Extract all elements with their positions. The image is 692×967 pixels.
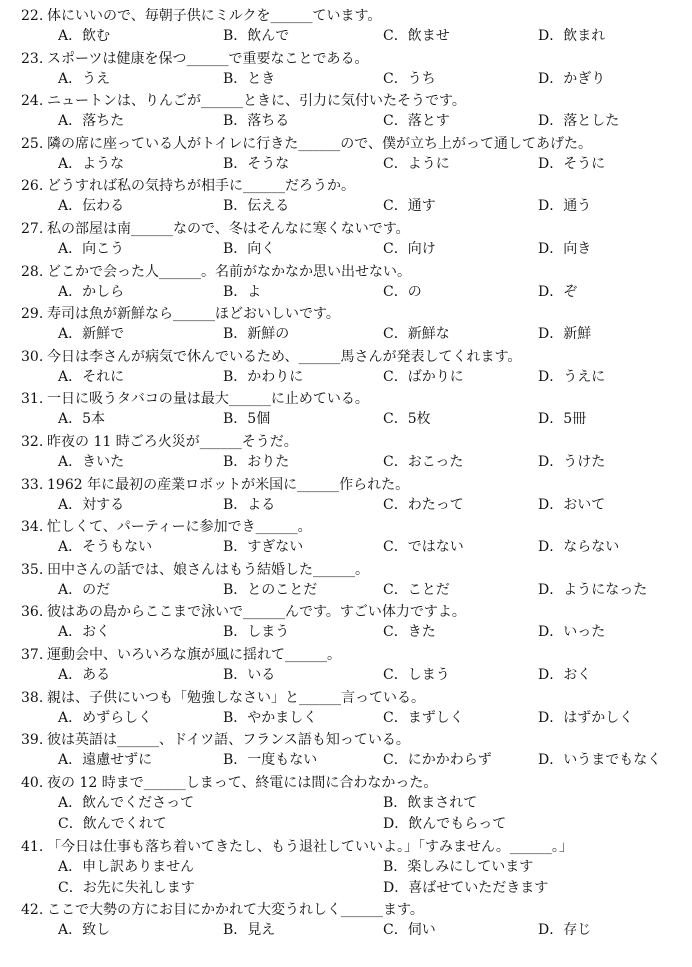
- question-stem: [21, 433, 298, 451]
- option-a: A．申し訳ありません: [58, 858, 195, 875]
- option-c: C．わたって: [383, 496, 464, 513]
- option-d: D．ぞ: [538, 283, 578, 300]
- option-a: A．ような: [58, 155, 125, 172]
- option-b: B．見え: [223, 922, 276, 939]
- option-d: D．喜ばせていただきます: [383, 879, 549, 896]
- question-stem: [21, 92, 466, 110]
- question-number: 29.: [21, 306, 44, 323]
- question-text: 彼はあの島からここまで泳いで______んです。すごい体力ですよ。: [47, 604, 466, 621]
- option-d: D．ようになった: [538, 581, 648, 598]
- question-text: 彼は英語は______、ドイツ語、フランス語も知っている。: [47, 732, 410, 749]
- question-number: 34.: [21, 519, 44, 536]
- option-c: C．ことだ: [383, 581, 450, 598]
- option-c: C．しまう: [383, 666, 450, 683]
- option-a: A．落ちた: [58, 113, 125, 130]
- question-number: 39.: [21, 732, 44, 749]
- option-a: A．そうもない: [58, 539, 153, 556]
- option-d: D．いうまでもなく: [538, 752, 662, 769]
- option-b: B．新鮮の: [223, 326, 290, 343]
- question-stem: [21, 901, 424, 919]
- question-stem: [21, 518, 312, 536]
- question-22: [0, 3, 692, 46]
- question-number: 37.: [21, 646, 44, 663]
- option-a: A．伝わる: [58, 198, 125, 215]
- option-d: D．5冊: [538, 411, 587, 428]
- question-text: 田中さんの話では、娘さんはもう結婚した______。: [47, 561, 369, 578]
- option-c: C．5枚: [383, 411, 431, 428]
- question-stem: [21, 220, 410, 238]
- option-d: D．ならない: [538, 539, 620, 556]
- question-text: 体にいいので、毎朝子供にミルクを______ています。: [47, 8, 382, 24]
- option-b: B．一度もない: [223, 752, 318, 769]
- option-c: C．通す: [383, 198, 436, 215]
- option-d: D．おいて: [538, 496, 606, 513]
- option-a: A．向こう: [58, 240, 125, 257]
- option-c: C．向け: [383, 240, 436, 257]
- question-32: [0, 429, 692, 472]
- option-a: A．のだ: [58, 581, 111, 598]
- question-number: 26.: [21, 178, 44, 195]
- question-28: [0, 259, 692, 302]
- option-b: B．いる: [223, 666, 276, 683]
- option-d: D．おく: [538, 666, 592, 683]
- question-29: [0, 301, 692, 344]
- question-number: 23.: [21, 50, 44, 67]
- question-34: [0, 514, 692, 557]
- option-c: C．落とす: [383, 113, 450, 130]
- question-text: 運動会中、いろいろな旗が風に揺れて______。: [47, 646, 341, 663]
- question-number: 31.: [21, 391, 44, 408]
- question-37: [0, 642, 692, 685]
- question-stem: [21, 838, 573, 856]
- question-stem: [21, 305, 340, 323]
- option-d: D．飲んでもらって: [383, 815, 507, 832]
- option-c: C．の: [383, 283, 422, 300]
- question-number: 22.: [21, 8, 44, 24]
- question-number: 36.: [21, 604, 44, 621]
- question-38: [0, 685, 692, 728]
- question-number: 41.: [21, 838, 44, 855]
- option-b: B．よる: [223, 496, 276, 513]
- option-b: B．伝える: [223, 198, 290, 215]
- question-text: 私の部屋は南______なので、冬はそんなに寒くないです。: [47, 220, 410, 237]
- question-26: [0, 173, 692, 216]
- option-a: A．新鮮で: [58, 326, 125, 343]
- option-c: C．ではない: [383, 539, 464, 556]
- question-number: 27.: [21, 220, 44, 237]
- question-text: 寿司は魚が新鮮なら______ほどおいしいです。: [47, 306, 340, 323]
- question-27: [0, 216, 692, 259]
- option-c: C．おこった: [383, 453, 464, 470]
- question-text: 「今日は仕事も落ち着いてきたし、もう退社していいよ。」「すみません。______。」: [47, 838, 573, 855]
- question-text: ここで大勢の方にお目にかかれて大変うれしく______ます。: [47, 902, 424, 919]
- question-text: どうすれば私の気持ちが相手に______だろうか。: [47, 178, 355, 195]
- question-text: 1962 年に最初の産業ロボットが米国に______作られた。: [47, 476, 410, 493]
- option-a: A．かしら: [58, 283, 125, 300]
- option-d: D．落とした: [538, 113, 620, 130]
- question-number: 24.: [21, 93, 44, 110]
- option-c: C．飲んでくれて: [58, 815, 167, 832]
- option-a: A．致し: [58, 922, 111, 939]
- option-c: C．伺い: [383, 922, 436, 939]
- option-b: B．かわりに: [223, 368, 304, 385]
- option-d: D．通う: [538, 198, 592, 215]
- question-number: 40.: [21, 774, 44, 791]
- option-b: B．おりた: [223, 453, 290, 470]
- option-c: C．新鮮な: [383, 326, 450, 343]
- question-stem: [21, 689, 425, 707]
- option-c: C．ように: [383, 155, 450, 172]
- option-b: B．飲んで: [223, 28, 290, 44]
- question-stem: [21, 646, 341, 664]
- question-stem: [21, 476, 409, 494]
- option-c: C．飲ませ: [383, 28, 450, 44]
- question-stem: [21, 390, 369, 408]
- question-stem: [21, 7, 381, 25]
- question-36: [0, 599, 692, 642]
- option-b: B．向く: [223, 240, 276, 257]
- option-d: D．はずかしく: [538, 709, 634, 726]
- question-stem: [21, 177, 355, 195]
- option-b: B．すぎない: [223, 539, 304, 556]
- question-stem: [21, 603, 466, 621]
- question-text: 今日は李さんが病気で休んでいるため、______馬さんが発表してくれます。: [47, 348, 522, 365]
- question-23: [0, 46, 692, 89]
- question-number: 28.: [21, 263, 44, 280]
- option-a: A．5本: [58, 411, 106, 428]
- question-42: [0, 897, 692, 940]
- question-number: 38.: [21, 689, 44, 706]
- option-b: B．やかましく: [223, 709, 318, 726]
- question-number: 33.: [21, 476, 44, 493]
- question-stem: [21, 774, 437, 792]
- option-a: A．うえ: [58, 70, 111, 87]
- option-b: B．そうな: [223, 155, 290, 172]
- question-text: ニュートンは、りんごが______ときに、引力に気付いたそうです。: [47, 93, 466, 110]
- question-39: [0, 727, 692, 770]
- option-b: B．落ちる: [223, 113, 290, 130]
- question-stem: [21, 731, 410, 749]
- question-number: 25.: [21, 135, 44, 152]
- option-d: D．向き: [538, 240, 592, 257]
- option-a: A．遠慮せずに: [58, 752, 153, 769]
- option-b: B．5個: [223, 411, 271, 428]
- option-a: A．飲む: [58, 28, 111, 44]
- option-d: D．飲まれ: [538, 28, 606, 44]
- option-b: B．とのことだ: [223, 581, 318, 598]
- question-number: 32.: [21, 433, 44, 450]
- question-25: [0, 131, 692, 174]
- option-c: C．ばかりに: [383, 368, 464, 385]
- question-number: 42.: [21, 902, 44, 919]
- question-31: [0, 386, 692, 429]
- question-35: [0, 557, 692, 600]
- option-a: A．対する: [58, 496, 125, 513]
- question-number: 35.: [21, 561, 44, 578]
- question-30: [0, 344, 692, 387]
- option-b: B．よ: [223, 283, 262, 300]
- question-40: [0, 770, 692, 834]
- question-stem: [21, 348, 521, 366]
- question-stem: [21, 50, 368, 68]
- option-b: B．しまう: [223, 624, 290, 641]
- option-d: D．存じ: [538, 922, 592, 939]
- question-41: [0, 834, 692, 898]
- question-text: 昨夜の 11 時ごろ火災が______そうだ。: [47, 433, 298, 450]
- option-c: C．まずしく: [383, 709, 464, 726]
- option-d: D．新鮮: [538, 326, 592, 343]
- question-text: 一日に吸うタバコの量は最大______に止めている。: [47, 391, 369, 408]
- option-d: D．いった: [538, 624, 606, 641]
- question-33: [0, 472, 692, 515]
- question-text: どこかで会った人______。名前がなかなか思い出せない。: [47, 263, 411, 280]
- question-text: スポーツは健康を保つ______で重要なことである。: [47, 50, 369, 67]
- question-stem: [21, 135, 592, 153]
- option-a: A．おく: [58, 624, 111, 641]
- option-b: B．とき: [223, 70, 276, 87]
- question-text: 隣の席に座っている人がトイレに行きた______ので、僕が立ち上がって通してあげた。: [47, 135, 593, 152]
- option-b: B．楽しみにしています: [383, 858, 534, 875]
- option-a: A．飲んでくださって: [58, 794, 195, 811]
- question-stem: [21, 263, 411, 281]
- option-a: A．きいた: [58, 453, 125, 470]
- option-b: B．飲まされて: [383, 794, 478, 811]
- option-d: D．うえに: [538, 368, 606, 385]
- option-a: A．それに: [58, 368, 125, 385]
- option-c: C．うち: [383, 70, 436, 87]
- question-text: 親は、子供にいつも「勉強しなさい」と______言っている。: [47, 689, 425, 706]
- question-stem: [21, 561, 369, 579]
- option-d: D．うけた: [538, 453, 606, 470]
- option-c: C．にかかわらず: [383, 752, 492, 769]
- option-a: A．ある: [58, 666, 111, 683]
- option-c: C．きた: [383, 624, 436, 641]
- question-number: 30.: [21, 348, 44, 365]
- option-d: D．かぎり: [538, 70, 606, 87]
- question-sheet: [0, 3, 692, 940]
- option-a: A．めずらしく: [58, 709, 153, 726]
- question-text: 忙しくて、パーティーに参加でき______。: [47, 519, 312, 536]
- question-24: [0, 88, 692, 131]
- option-d: D．そうに: [538, 155, 606, 172]
- option-c: C．お先に失礼します: [58, 879, 195, 896]
- question-text: 夜の 12 時まで______しまって、終電には間に合わなかった。: [47, 774, 438, 791]
